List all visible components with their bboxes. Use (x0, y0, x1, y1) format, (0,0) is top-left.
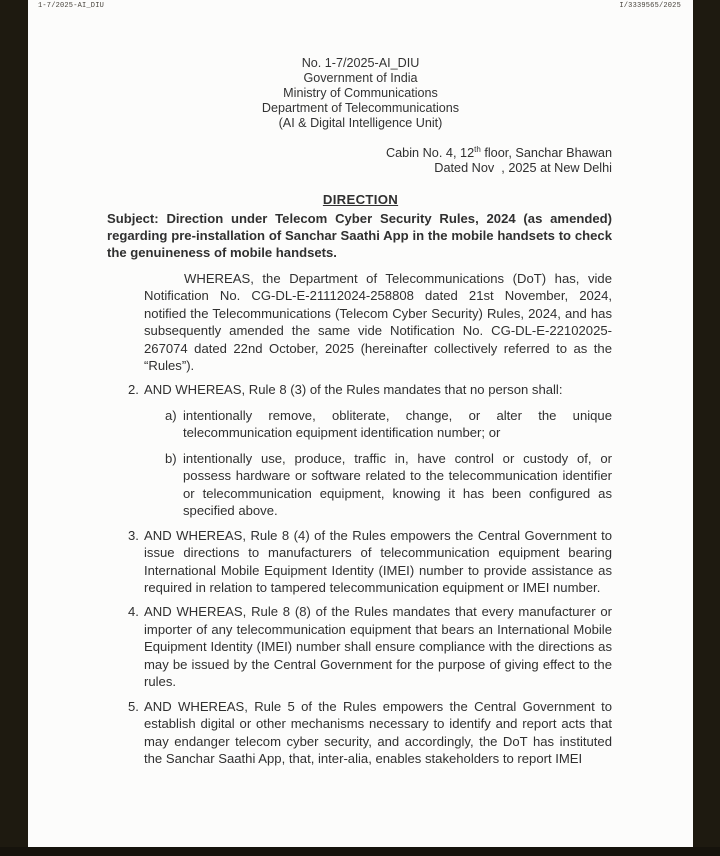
whereas-paragraph-1: WHEREAS, the Department of Telecommunications (DoT) has, vide Notification No. CG-DL-E-21112024-258808 dated 21st November, 2024, notified the Telecommunications (Telecom Cyber Security) Rules, 2024, and has subsequently amended the same vide Notification No. CG-DL-E-22102025-267074 dated 22nd October, 2025 (hereinafter collectively referred to as the “Rules”). (144, 270, 612, 373)
paragraph-3-number: 3. (128, 527, 139, 543)
letterhead-ministry: Ministry of Communications (283, 86, 438, 100)
letterhead-unit: (AI & Digital Intelligence Unit) (278, 116, 443, 130)
letterhead-government: Government of India (303, 71, 418, 85)
address-line1-text: Cabin No. 4, 12 (385, 146, 475, 160)
document-title-text: DIRECTION (322, 191, 399, 207)
letterhead (28, 56, 693, 131)
file-ref-left: 1-7/2025-AI_DIU (38, 2, 105, 10)
letterhead-department: Department of Telecommunications (261, 101, 460, 115)
letterhead-file-no: No. 1-7/2025-AI_DIU (301, 56, 420, 70)
file-ref-right: I/3339565/2025 (619, 2, 681, 10)
paragraph-2-subitem-b (28, 450, 693, 520)
address-line1-superscript: th (474, 144, 481, 154)
paragraph-2-subitem-a (28, 407, 693, 442)
paragraph-4-text: AND WHEREAS, Rule 8 (8) of the Rules mandates that every manufacturer or importer of any telecommunication equipment that bears an International Mobile Equipment Identity (IMEI) number shall ensure compliance with the directions as may be issued by the Central Government for the purpose of giving effect to the rules. (144, 604, 612, 690)
subitem-b-text: intentionally use, produce, traffic in, have control or custody of, or possess hardware or software related to the telecommunication identifier or telecommunication equipment, knowing it has been configured as specified above. (183, 450, 612, 519)
subitem-a-text: intentionally remove, obliterate, change, or alter the unique telecommunication equipment identification number; or (183, 407, 612, 441)
whereas-paragraph-3 (28, 527, 693, 597)
paragraph-5-number: 5. (128, 698, 139, 714)
whereas-paragraph-2 (28, 381, 693, 398)
document-page (28, 0, 693, 847)
office-address-block (28, 146, 612, 177)
subject-line: Subject: Direction under Telecom Cyber Security Rules, 2024 (as amended) regarding pre-installation of Sanchar Saathi App in the mobile handsets to check the genuineness of mobile handsets. (107, 210, 612, 261)
address-date-line: Dated Nov , 2025 at New Delhi (434, 161, 612, 176)
paragraph-4-number: 4. (128, 604, 139, 620)
paragraph-2-text: AND WHEREAS, Rule 8 (3) of the Rules mandates that no person shall: (144, 382, 563, 398)
paragraph-3-text: AND WHEREAS, Rule 8 (4) of the Rules empowers the Central Government to issue directions to manufacturers of telecommunication equipment bearing International Mobile Equipment Identity (IMEI) number to provide assistance as required in relation to tampered telecommunication equipment or IMEI number. (144, 527, 612, 595)
address-line-1 (28, 146, 612, 161)
paragraph-2-number: 2. (128, 382, 139, 398)
document-title (28, 192, 693, 207)
viewer-left-border (0, 0, 28, 856)
subitem-a-label: a) (165, 407, 177, 423)
viewer-right-border (693, 0, 720, 856)
paragraph-5-text: AND WHEREAS, Rule 5 of the Rules empowers the Central Government to establish digital or other mechanisms necessary to identify and report acts that may endanger telecom cyber security, and accordingly, the DoT has instituted the Sanchar Saathi App, that, inter-alia, enables stakeholders to report IMEI (144, 698, 612, 767)
page-header-row (38, 2, 681, 10)
viewer-bottom-border (0, 847, 720, 856)
subitem-b-label: b) (165, 450, 177, 466)
address-line1-rest: floor, Sanchar Bhawan (480, 146, 612, 160)
whereas-paragraph-5 (28, 698, 693, 768)
whereas-paragraph-4 (28, 603, 693, 690)
